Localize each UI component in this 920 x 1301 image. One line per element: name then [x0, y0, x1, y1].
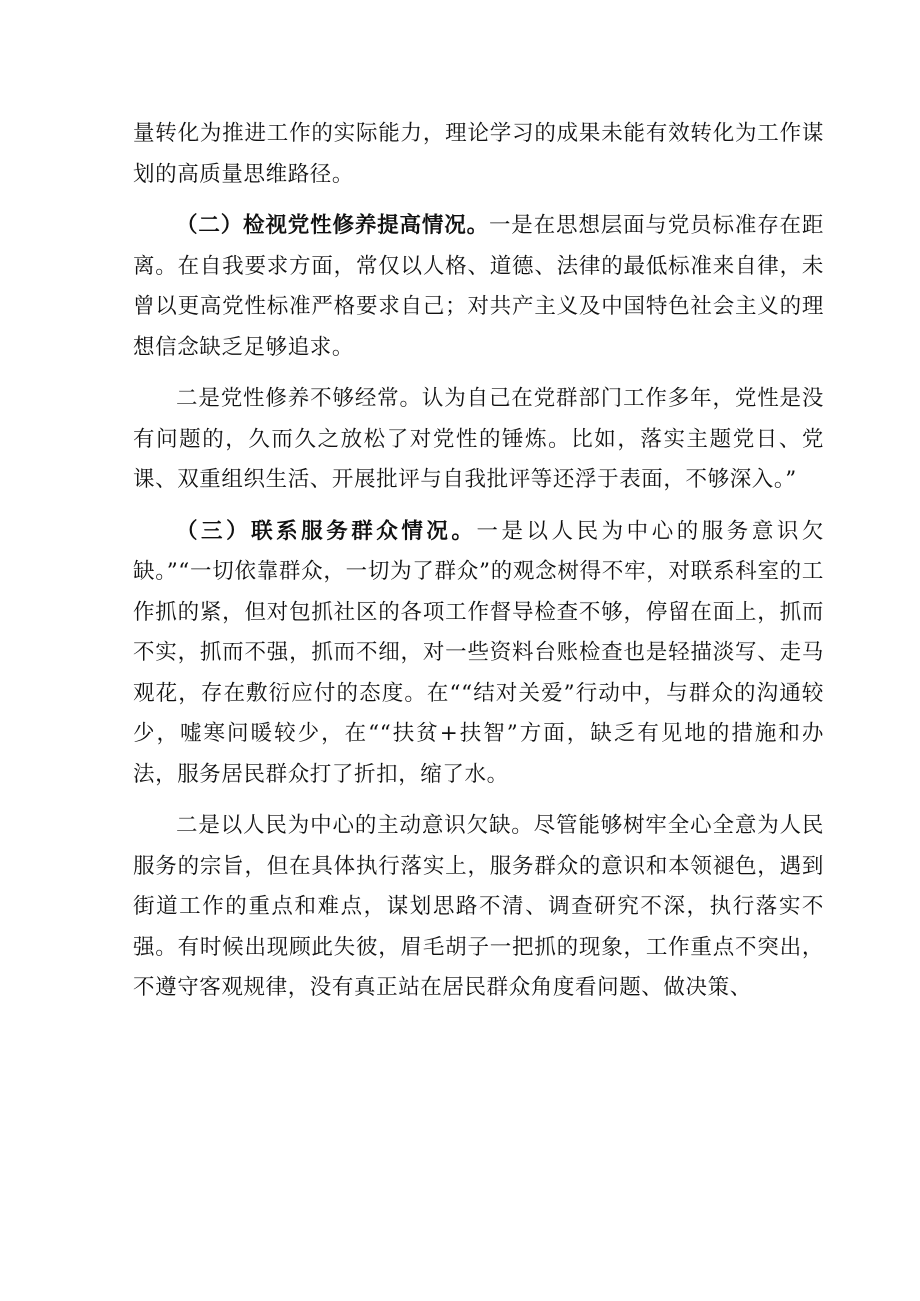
paragraph-1-text: 量转化为推进工作的实际能力，理论学习的成果未能有效转化为工作谋划的高质量思维路径。 [133, 121, 824, 187]
paragraph-2 [133, 206, 824, 368]
paragraph-3-text: 二是党性修养不够经常。认为自己在党群部门工作多年，党性是没有问题的，久而久之放松了对党性的锤炼。比如，落实主题党日、党课、双重组织生活、开展批评与自我批评等还浮于表面，不够深入。” [133, 386, 824, 492]
paragraph-5 [133, 806, 824, 1009]
paragraph-4-text: 一是以人民为中心的服务意识欠缺。”“一切依靠群众，一切为了群众”的观念树得不牢，对联系科室的工作抓的紧，但对包抓社区的各项工作督导检查不够，停留在面上，抓而不实，抓而不强，抓而不细，对一些资料台账检查也是轻描淡写、走马观花，存在敷衍应付的态度。在““结对关爱”行动中，与群众的沟通较少，嘘寒问暖较少，在““扶贫+扶智”方面，缺乏有见地的措施和办法，服务居民群众打了折扣，缩了水。 [133, 518, 825, 787]
section-heading-3: （三）联系服务群众情况。 [176, 518, 477, 544]
paragraph-5-text: 二是以人民为中心的主动意识欠缺。尽管能够树牢全心全意为人民服务的宗旨，但在具体执行落实上，服务群众的意识和本领褪色，遇到街道工作的重点和难点，谋划思路不清、调查研究不深，执行落实不强。有时候出现顾此失彼，眉毛胡子一把抓的现象，工作重点不突出，不遵守客观规律，没有真正站在居民群众角度看问题、做决策、 [133, 813, 824, 1000]
section-heading-2: （二）检视党性修养提高情况。 [176, 213, 489, 238]
paragraph-1 [133, 114, 824, 195]
paragraph-3 [133, 379, 824, 501]
paragraph-2-text: 一是在思想层面与党员标准存在距离。在自我要求方面，常仅以人格、道德、法律的最低标准来自律，未曾以更高党性标准严格要求自己；对共产主义及中国特色社会主义的理想信念缺乏足够追求。 [133, 213, 824, 360]
paragraph-4 [133, 512, 824, 796]
